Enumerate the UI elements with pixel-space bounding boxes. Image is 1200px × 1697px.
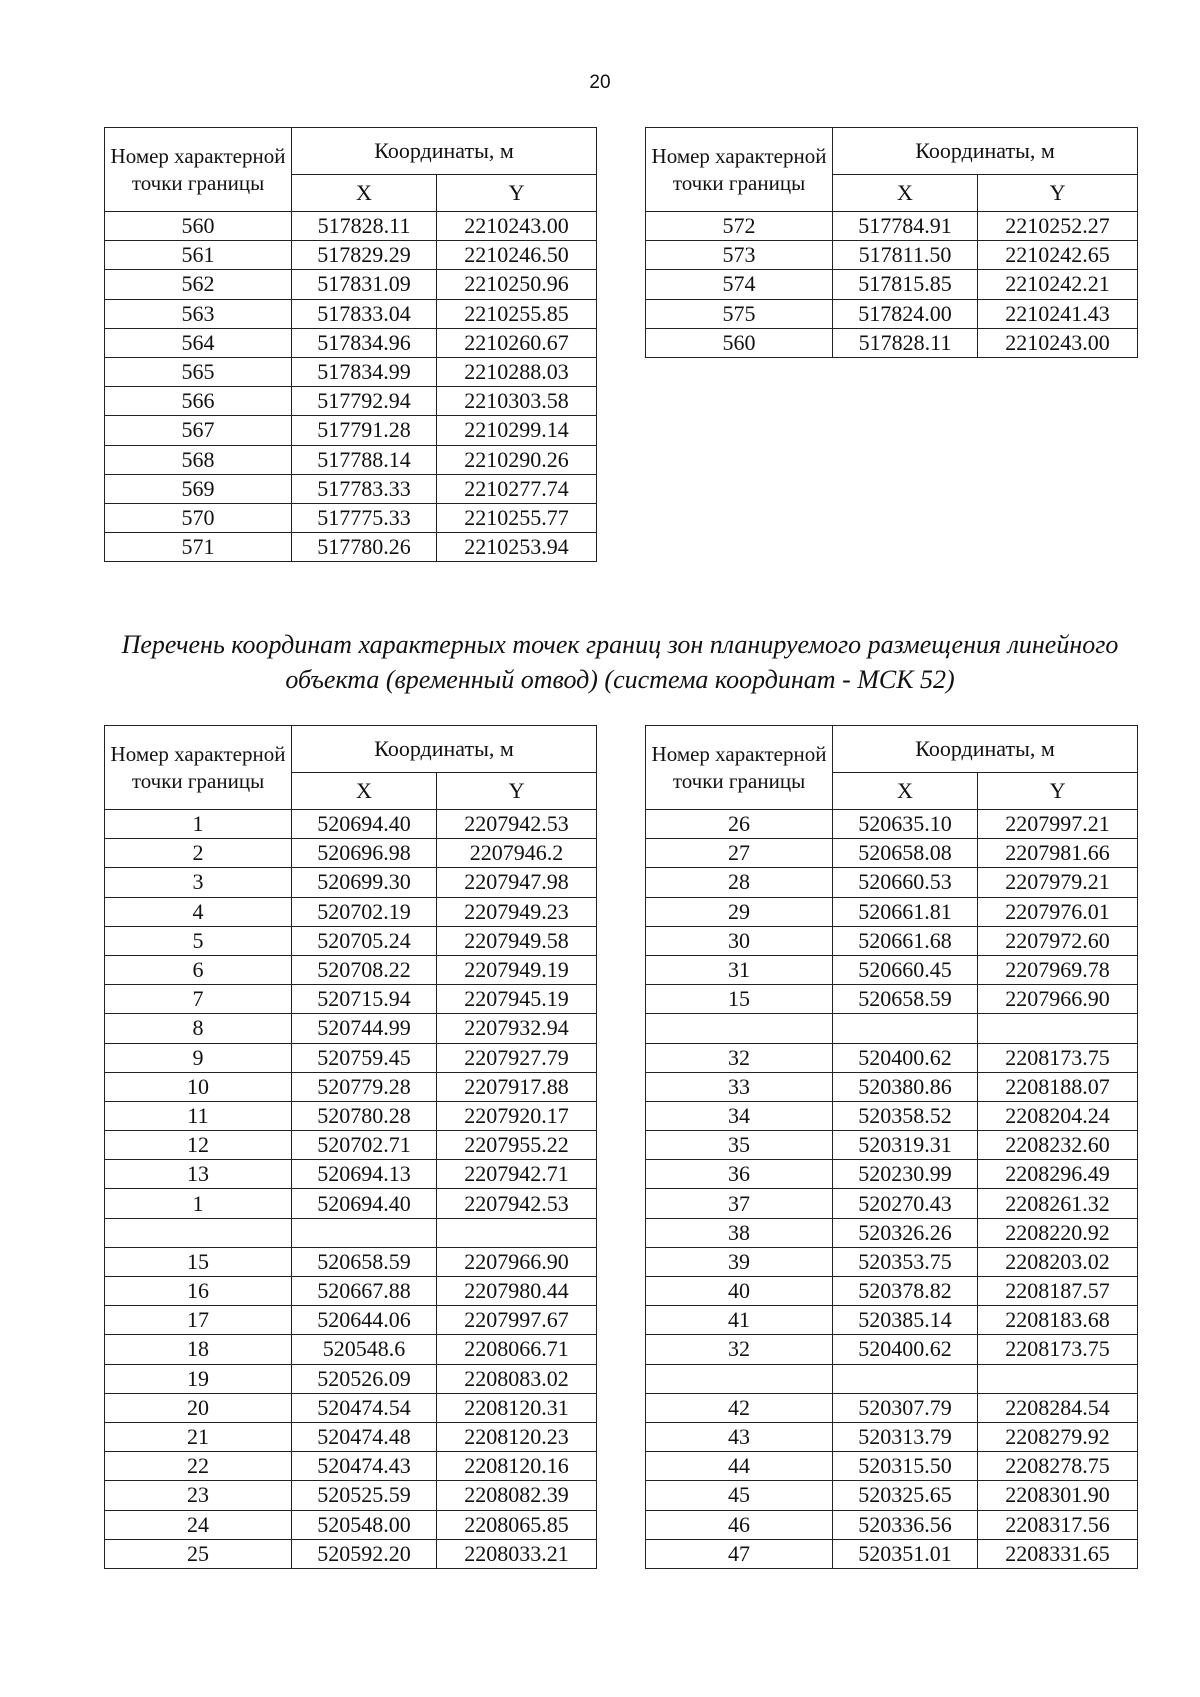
cell-point-number: 36	[646, 1160, 833, 1189]
cell-y: 2208278.75	[978, 1452, 1138, 1481]
cell-y: 2208317.56	[978, 1510, 1138, 1539]
table-row	[105, 1335, 597, 1364]
cell-x	[833, 1014, 978, 1043]
cell-point-number: 16	[105, 1277, 292, 1306]
cell-point-number: 34	[646, 1101, 833, 1130]
header-point-number: Номер характерной точки границы	[646, 128, 833, 212]
table-row	[646, 241, 1138, 270]
cell-y: 2208173.75	[978, 1043, 1138, 1072]
cell-x: 520358.52	[833, 1101, 978, 1130]
cell-y: 2208120.16	[437, 1452, 597, 1481]
cell-y: 2210299.14	[437, 416, 597, 445]
table-row	[646, 1306, 1138, 1335]
cell-x: 517834.99	[292, 357, 437, 386]
cell-y: 2207947.98	[437, 868, 597, 897]
table-row	[105, 416, 597, 445]
table-row	[646, 1014, 1138, 1043]
table-row	[646, 1043, 1138, 1072]
cell-x: 520326.26	[833, 1218, 978, 1247]
header-point-number: Номер характерной точки границы	[105, 726, 292, 810]
cell-x: 520474.48	[292, 1422, 437, 1451]
cell-x: 520702.71	[292, 1131, 437, 1160]
table-row	[105, 1072, 597, 1101]
cell-point-number: 35	[646, 1131, 833, 1160]
table-row	[105, 1014, 597, 1043]
cell-x: 517775.33	[292, 503, 437, 532]
cell-y: 2207917.88	[437, 1072, 597, 1101]
table-row	[646, 1422, 1138, 1451]
table-row	[646, 1218, 1138, 1247]
table-row	[646, 1072, 1138, 1101]
cell-x: 517815.85	[833, 270, 978, 299]
table-row	[105, 357, 597, 386]
cell-x: 520694.13	[292, 1160, 437, 1189]
cell-point-number: 1	[105, 1189, 292, 1218]
coordinates-table-3	[104, 725, 597, 1569]
table-row	[646, 1539, 1138, 1568]
cell-x: 520780.28	[292, 1101, 437, 1130]
cell-y: 2207920.17	[437, 1101, 597, 1130]
table-row	[105, 1277, 597, 1306]
table-row	[646, 926, 1138, 955]
cell-point-number: 13	[105, 1160, 292, 1189]
cell-y: 2208261.32	[978, 1189, 1138, 1218]
table-row	[646, 1101, 1138, 1130]
cell-y: 2210242.65	[978, 241, 1138, 270]
table-row	[646, 1160, 1138, 1189]
cell-y: 2208173.75	[978, 1335, 1138, 1364]
cell-y: 2210303.58	[437, 387, 597, 416]
cell-y: 2208065.85	[437, 1510, 597, 1539]
cell-y: 2207966.90	[978, 985, 1138, 1014]
cell-y: 2207945.19	[437, 985, 597, 1014]
cell-y	[978, 1364, 1138, 1393]
cell-x: 517828.11	[292, 212, 437, 241]
cell-x: 520378.82	[833, 1277, 978, 1306]
cell-point-number: 42	[646, 1393, 833, 1422]
cell-y: 2208204.24	[978, 1101, 1138, 1130]
cell-x: 520319.31	[833, 1131, 978, 1160]
cell-x: 520325.65	[833, 1481, 978, 1510]
table-row	[105, 1481, 597, 1510]
cell-y: 2208220.92	[978, 1218, 1138, 1247]
cell-point-number: 26	[646, 810, 833, 839]
table-row	[646, 299, 1138, 328]
cell-point-number: 43	[646, 1422, 833, 1451]
cell-y: 2207972.60	[978, 926, 1138, 955]
header-point-number: Номер характерной точки границы	[105, 128, 292, 212]
cell-y: 2207932.94	[437, 1014, 597, 1043]
header-coordinates: Координаты, м	[833, 128, 1138, 175]
cell-point-number: 564	[105, 328, 292, 357]
table-row	[646, 212, 1138, 241]
header-x: X	[833, 773, 978, 810]
cell-y: 2210260.67	[437, 328, 597, 357]
cell-y: 2207997.67	[437, 1306, 597, 1335]
cell-x: 520548.00	[292, 1510, 437, 1539]
table-row	[105, 1189, 597, 1218]
cell-y: 2207979.21	[978, 868, 1138, 897]
cell-point-number: 21	[105, 1422, 292, 1451]
cell-y: 2207949.19	[437, 955, 597, 984]
table-row	[105, 445, 597, 474]
cell-point-number: 45	[646, 1481, 833, 1510]
cell-point-number: 5	[105, 926, 292, 955]
cell-x: 517831.09	[292, 270, 437, 299]
cell-y: 2207980.44	[437, 1277, 597, 1306]
cell-x: 517780.26	[292, 533, 437, 562]
table-row	[105, 503, 597, 532]
cell-point-number	[646, 1014, 833, 1043]
cell-x: 520313.79	[833, 1422, 978, 1451]
cell-point-number: 573	[646, 241, 833, 270]
cell-x: 520661.81	[833, 897, 978, 926]
cell-y: 2210290.26	[437, 445, 597, 474]
cell-x: 520230.99	[833, 1160, 978, 1189]
coordinates-table-2	[645, 127, 1138, 358]
cell-point-number: 32	[646, 1043, 833, 1072]
cell-point-number: 575	[646, 299, 833, 328]
cell-point-number: 37	[646, 1189, 833, 1218]
table-row	[105, 1452, 597, 1481]
table-row	[646, 1247, 1138, 1276]
cell-point-number: 27	[646, 839, 833, 868]
cell-point-number: 561	[105, 241, 292, 270]
section-title: Перечень координат характерных точек границ зон планируемого размещения линейного объекта (временный отвод) (система координат - МСК 52)	[121, 630, 1119, 694]
cell-point-number: 4	[105, 897, 292, 926]
cell-y: 2210277.74	[437, 474, 597, 503]
cell-y: 2210255.77	[437, 503, 597, 532]
cell-x: 520759.45	[292, 1043, 437, 1072]
cell-y: 2210246.50	[437, 241, 597, 270]
cell-x: 520715.94	[292, 985, 437, 1014]
table-row	[105, 474, 597, 503]
cell-x: 520658.59	[833, 985, 978, 1014]
cell-x: 520644.06	[292, 1306, 437, 1335]
table-row	[646, 1189, 1138, 1218]
table-row	[105, 270, 597, 299]
cell-x: 520353.75	[833, 1247, 978, 1276]
cell-y: 2210241.43	[978, 299, 1138, 328]
cell-point-number: 40	[646, 1277, 833, 1306]
table-row	[646, 270, 1138, 299]
header-coordinates: Координаты, м	[833, 726, 1138, 773]
cell-y: 2208203.02	[978, 1247, 1138, 1276]
table-row	[105, 1364, 597, 1393]
cell-x: 520779.28	[292, 1072, 437, 1101]
cell-point-number: 566	[105, 387, 292, 416]
cell-point-number: 11	[105, 1101, 292, 1130]
cell-y: 2208183.68	[978, 1306, 1138, 1335]
table-row	[646, 1452, 1138, 1481]
table-row	[646, 1131, 1138, 1160]
table-row	[105, 1306, 597, 1335]
table-row	[105, 1422, 597, 1451]
cell-point-number: 22	[105, 1452, 292, 1481]
header-y: Y	[978, 773, 1138, 810]
cell-y: 2208187.57	[978, 1277, 1138, 1306]
cell-point-number	[646, 1364, 833, 1393]
cell-y: 2208033.21	[437, 1539, 597, 1568]
table-row	[105, 1510, 597, 1539]
cell-x: 520592.20	[292, 1539, 437, 1568]
table-row	[105, 299, 597, 328]
table-row	[105, 868, 597, 897]
cell-y: 2208301.90	[978, 1481, 1138, 1510]
cell-point-number: 19	[105, 1364, 292, 1393]
cell-point-number: 25	[105, 1539, 292, 1568]
cell-y: 2207942.71	[437, 1160, 597, 1189]
cell-x: 520315.50	[833, 1452, 978, 1481]
cell-y: 2207981.66	[978, 839, 1138, 868]
cell-x: 517828.11	[833, 328, 978, 357]
cell-x: 517792.94	[292, 387, 437, 416]
header-x: X	[292, 175, 437, 212]
cell-x: 517834.96	[292, 328, 437, 357]
cell-y: 2207966.90	[437, 1247, 597, 1276]
cell-point-number: 574	[646, 270, 833, 299]
table-row	[105, 839, 597, 868]
cell-point-number: 15	[646, 985, 833, 1014]
cell-point-number: 12	[105, 1131, 292, 1160]
cell-y: 2207969.78	[978, 955, 1138, 984]
table-row	[646, 1510, 1138, 1539]
cell-point-number: 8	[105, 1014, 292, 1043]
cell-y: 2210288.03	[437, 357, 597, 386]
cell-point-number: 32	[646, 1335, 833, 1364]
cell-x: 517824.00	[833, 299, 978, 328]
cell-y: 2208284.54	[978, 1393, 1138, 1422]
table-row	[105, 1160, 597, 1189]
cell-x: 517784.91	[833, 212, 978, 241]
cell-x: 520658.59	[292, 1247, 437, 1276]
cell-y: 2207997.21	[978, 810, 1138, 839]
cell-x: 520400.62	[833, 1043, 978, 1072]
table-row	[646, 1481, 1138, 1510]
cell-point-number: 29	[646, 897, 833, 926]
cell-y: 2210250.96	[437, 270, 597, 299]
cell-point-number: 30	[646, 926, 833, 955]
table-row	[646, 839, 1138, 868]
cell-y: 2207927.79	[437, 1043, 597, 1072]
cell-x: 520474.43	[292, 1452, 437, 1481]
header-point-number: Номер характерной точки границы	[646, 726, 833, 810]
table-row	[105, 1131, 597, 1160]
cell-point-number: 9	[105, 1043, 292, 1072]
cell-point-number: 44	[646, 1452, 833, 1481]
cell-x: 517811.50	[833, 241, 978, 270]
header-y: Y	[437, 773, 597, 810]
cell-point-number: 46	[646, 1510, 833, 1539]
cell-y	[978, 1014, 1138, 1043]
cell-x: 520660.45	[833, 955, 978, 984]
cell-x: 517791.28	[292, 416, 437, 445]
cell-x: 520336.56	[833, 1510, 978, 1539]
cell-y: 2208188.07	[978, 1072, 1138, 1101]
table-row	[105, 387, 597, 416]
cell-point-number: 31	[646, 955, 833, 984]
cell-y: 2210243.00	[978, 328, 1138, 357]
cell-y: 2207942.53	[437, 810, 597, 839]
cell-x: 517833.04	[292, 299, 437, 328]
table-row	[105, 1247, 597, 1276]
cell-y: 2210252.27	[978, 212, 1138, 241]
cell-point-number: 560	[646, 328, 833, 357]
cell-x: 520661.68	[833, 926, 978, 955]
table-row	[105, 328, 597, 357]
cell-point-number: 15	[105, 1247, 292, 1276]
cell-x: 520526.09	[292, 1364, 437, 1393]
coordinates-table-1	[104, 127, 597, 562]
table-row	[105, 985, 597, 1014]
cell-point-number: 569	[105, 474, 292, 503]
table-row	[105, 926, 597, 955]
cell-point-number: 24	[105, 1510, 292, 1539]
cell-y: 2207942.53	[437, 1189, 597, 1218]
cell-y: 2208232.60	[978, 1131, 1138, 1160]
table-row	[105, 1101, 597, 1130]
cell-y: 2208066.71	[437, 1335, 597, 1364]
header-x: X	[833, 175, 978, 212]
table-row	[646, 1364, 1138, 1393]
table-row	[646, 955, 1138, 984]
cell-x: 520744.99	[292, 1014, 437, 1043]
cell-y: 2207949.58	[437, 926, 597, 955]
cell-y: 2210253.94	[437, 533, 597, 562]
cell-x: 520400.62	[833, 1335, 978, 1364]
cell-x: 520351.01	[833, 1539, 978, 1568]
header-coordinates: Координаты, м	[292, 726, 597, 773]
cell-x: 520705.24	[292, 926, 437, 955]
cell-x: 520270.43	[833, 1189, 978, 1218]
cell-y: 2210255.85	[437, 299, 597, 328]
cell-y: 2208083.02	[437, 1364, 597, 1393]
table-row	[646, 985, 1138, 1014]
page-number: 20	[589, 72, 611, 93]
header-x: X	[292, 773, 437, 810]
cell-x: 520658.08	[833, 839, 978, 868]
cell-point-number: 39	[646, 1247, 833, 1276]
header-coordinates: Координаты, м	[292, 128, 597, 175]
table-row	[105, 1539, 597, 1568]
cell-x	[292, 1218, 437, 1247]
cell-x: 520525.59	[292, 1481, 437, 1510]
cell-y: 2207976.01	[978, 897, 1138, 926]
cell-point-number: 7	[105, 985, 292, 1014]
cell-x: 517829.29	[292, 241, 437, 270]
table-row	[105, 1218, 597, 1247]
table-row	[105, 241, 597, 270]
cell-x: 520708.22	[292, 955, 437, 984]
table-row	[105, 1043, 597, 1072]
cell-point-number: 17	[105, 1306, 292, 1335]
cell-point-number: 20	[105, 1393, 292, 1422]
table-row	[105, 897, 597, 926]
cell-point-number: 570	[105, 503, 292, 532]
table-row	[646, 328, 1138, 357]
cell-x: 520307.79	[833, 1393, 978, 1422]
cell-y: 2208296.49	[978, 1160, 1138, 1189]
table-row	[105, 1393, 597, 1422]
cell-point-number: 562	[105, 270, 292, 299]
cell-y: 2210243.00	[437, 212, 597, 241]
table-row	[105, 533, 597, 562]
cell-x: 517788.14	[292, 445, 437, 474]
cell-y: 2208120.31	[437, 1393, 597, 1422]
coordinates-table-4	[645, 725, 1138, 1569]
table-row	[646, 1393, 1138, 1422]
cell-y: 2207946.2	[437, 839, 597, 868]
cell-point-number: 18	[105, 1335, 292, 1364]
table-row	[646, 1277, 1138, 1306]
cell-x: 520694.40	[292, 1189, 437, 1218]
cell-point-number: 568	[105, 445, 292, 474]
cell-x: 520474.54	[292, 1393, 437, 1422]
cell-point-number: 571	[105, 533, 292, 562]
cell-x: 520699.30	[292, 868, 437, 897]
table-row	[105, 212, 597, 241]
table-row	[105, 955, 597, 984]
cell-y: 2208331.65	[978, 1539, 1138, 1568]
cell-x: 520548.6	[292, 1335, 437, 1364]
cell-point-number: 560	[105, 212, 292, 241]
table-row	[646, 897, 1138, 926]
cell-point-number: 565	[105, 357, 292, 386]
cell-y: 2210242.21	[978, 270, 1138, 299]
cell-point-number: 3	[105, 868, 292, 897]
cell-y: 2207955.22	[437, 1131, 597, 1160]
cell-x: 517783.33	[292, 474, 437, 503]
cell-x: 520380.86	[833, 1072, 978, 1101]
cell-y: 2208082.39	[437, 1481, 597, 1510]
cell-point-number: 2	[105, 839, 292, 868]
cell-point-number: 38	[646, 1218, 833, 1247]
cell-point-number: 567	[105, 416, 292, 445]
cell-y	[437, 1218, 597, 1247]
cell-point-number: 10	[105, 1072, 292, 1101]
header-y: Y	[437, 175, 597, 212]
cell-point-number: 41	[646, 1306, 833, 1335]
cell-x: 520667.88	[292, 1277, 437, 1306]
cell-point-number: 572	[646, 212, 833, 241]
cell-x: 520696.98	[292, 839, 437, 868]
cell-point-number	[105, 1218, 292, 1247]
table-row	[646, 1335, 1138, 1364]
cell-point-number: 563	[105, 299, 292, 328]
cell-x: 520660.53	[833, 868, 978, 897]
header-y: Y	[978, 175, 1138, 212]
cell-y: 2208120.23	[437, 1422, 597, 1451]
cell-x: 520694.40	[292, 810, 437, 839]
cell-x: 520385.14	[833, 1306, 978, 1335]
cell-x: 520635.10	[833, 810, 978, 839]
table-row	[105, 810, 597, 839]
cell-x: 520702.19	[292, 897, 437, 926]
table-row	[646, 810, 1138, 839]
cell-point-number: 28	[646, 868, 833, 897]
table-row	[646, 868, 1138, 897]
cell-point-number: 23	[105, 1481, 292, 1510]
cell-x	[833, 1364, 978, 1393]
cell-y: 2208279.92	[978, 1422, 1138, 1451]
cell-point-number: 33	[646, 1072, 833, 1101]
cell-point-number: 6	[105, 955, 292, 984]
cell-point-number: 47	[646, 1539, 833, 1568]
cell-y: 2207949.23	[437, 897, 597, 926]
cell-point-number: 1	[105, 810, 292, 839]
